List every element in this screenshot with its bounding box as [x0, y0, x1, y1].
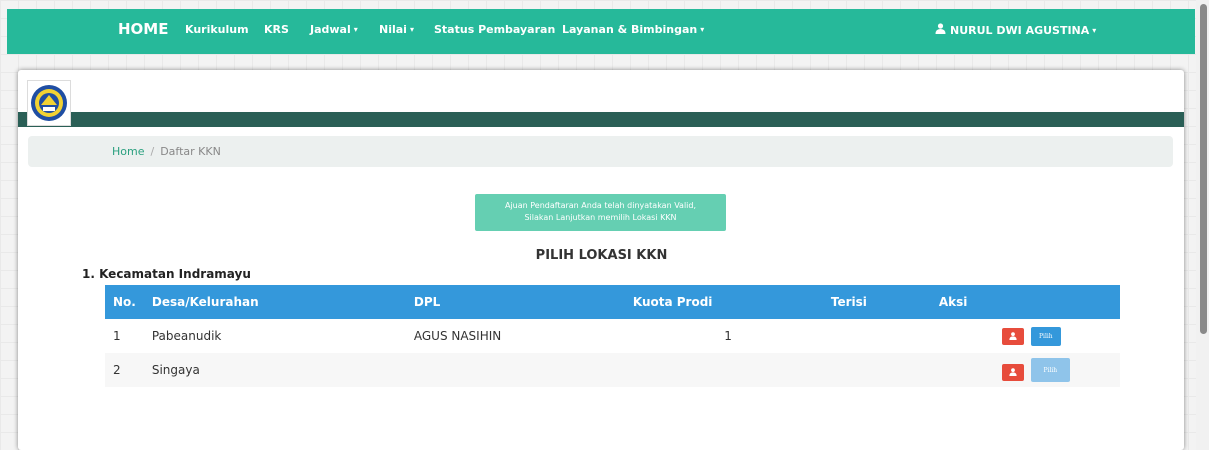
- table-row: [105, 353, 1120, 387]
- alert-line-1: Ajuan Pendaftaran Anda telah dinyatakan Valid,: [504, 201, 697, 210]
- alert-line-2: Silakan Lanjutkan memilih Lokasi KKN: [524, 213, 677, 222]
- nav-item-label: Status Pembayaran: [434, 23, 556, 36]
- nav-home-link[interactable]: HOME: [118, 20, 169, 38]
- university-logo: [27, 80, 71, 126]
- column-header-no: No.: [105, 285, 144, 319]
- content-panel: [18, 70, 1184, 450]
- nav-item-nilai[interactable]: [379, 23, 414, 36]
- page-title: PILIH LOKASI KKN: [535, 248, 668, 263]
- nav-item-label: Kurikulum: [185, 23, 249, 36]
- pilih-button[interactable]: Pilih: [1031, 327, 1061, 346]
- pilih-button-disabled[interactable]: Pilih: [1031, 358, 1070, 382]
- user-icon: [1009, 368, 1017, 376]
- cell-no: 2: [105, 353, 144, 387]
- scrollbar-thumb[interactable]: [1200, 4, 1207, 334]
- caret-down-icon: ▾: [353, 25, 358, 34]
- kkn-location-table: [105, 285, 1120, 387]
- cell-terisi: [823, 319, 931, 353]
- nav-item-label: KRS: [264, 23, 289, 36]
- user-icon: [1009, 332, 1017, 340]
- cell-dpl: AGUS NASIHIN: [406, 319, 625, 353]
- cell-desa: Singaya: [144, 353, 406, 387]
- column-header-kuota: Kuota Prodi: [625, 285, 823, 319]
- header-band: [18, 112, 1184, 127]
- breadcrumb: [28, 136, 1173, 167]
- cell-kuota: 1: [625, 319, 823, 353]
- nav-item-label: Nilai: [379, 23, 407, 36]
- breadcrumb-home-link[interactable]: Home: [112, 145, 145, 158]
- nav-item-krs[interactable]: [264, 23, 289, 36]
- nav-item-label: Layanan & Bimbingan: [562, 23, 698, 36]
- cell-kuota: [625, 353, 823, 387]
- caret-down-icon: ▾: [1092, 26, 1097, 35]
- section-title: 1. Kecamatan Indramayu: [82, 267, 251, 281]
- nav-item-jadwal[interactable]: [310, 23, 358, 36]
- breadcrumb-separator: /: [150, 145, 155, 158]
- caret-down-icon: ▾: [409, 25, 414, 34]
- column-header-desa: Desa/Kelurahan: [144, 285, 406, 319]
- breadcrumb-current: Daftar KKN: [160, 145, 221, 158]
- top-navbar: [7, 9, 1195, 54]
- table-row: [105, 319, 1120, 353]
- nav-item-label: Jadwal: [310, 23, 351, 36]
- cell-desa: Pabeanudik: [144, 319, 406, 353]
- cell-dpl: [406, 353, 625, 387]
- caret-down-icon: ▾: [700, 25, 705, 34]
- view-members-button[interactable]: [1002, 328, 1024, 345]
- user-icon: [935, 23, 946, 37]
- user-menu[interactable]: [935, 23, 1096, 37]
- table-header-row: [105, 285, 1120, 319]
- nav-item-status-pembayaran[interactable]: [434, 23, 555, 36]
- cell-no: 1: [105, 319, 144, 353]
- user-name: NURUL DWI AGUSTINA: [950, 24, 1090, 37]
- column-header-aksi: Aksi: [931, 285, 1120, 319]
- cell-terisi: [823, 353, 931, 387]
- validation-alert: [475, 194, 726, 231]
- nav-item-layanan-bimbingan[interactable]: [562, 23, 704, 36]
- view-members-button[interactable]: [1002, 364, 1024, 381]
- column-header-dpl: DPL: [406, 285, 625, 319]
- column-header-terisi: Terisi: [823, 285, 931, 319]
- nav-item-kurikulum[interactable]: [185, 23, 249, 36]
- cell-aksi: [931, 353, 1120, 387]
- cell-aksi: [931, 319, 1120, 353]
